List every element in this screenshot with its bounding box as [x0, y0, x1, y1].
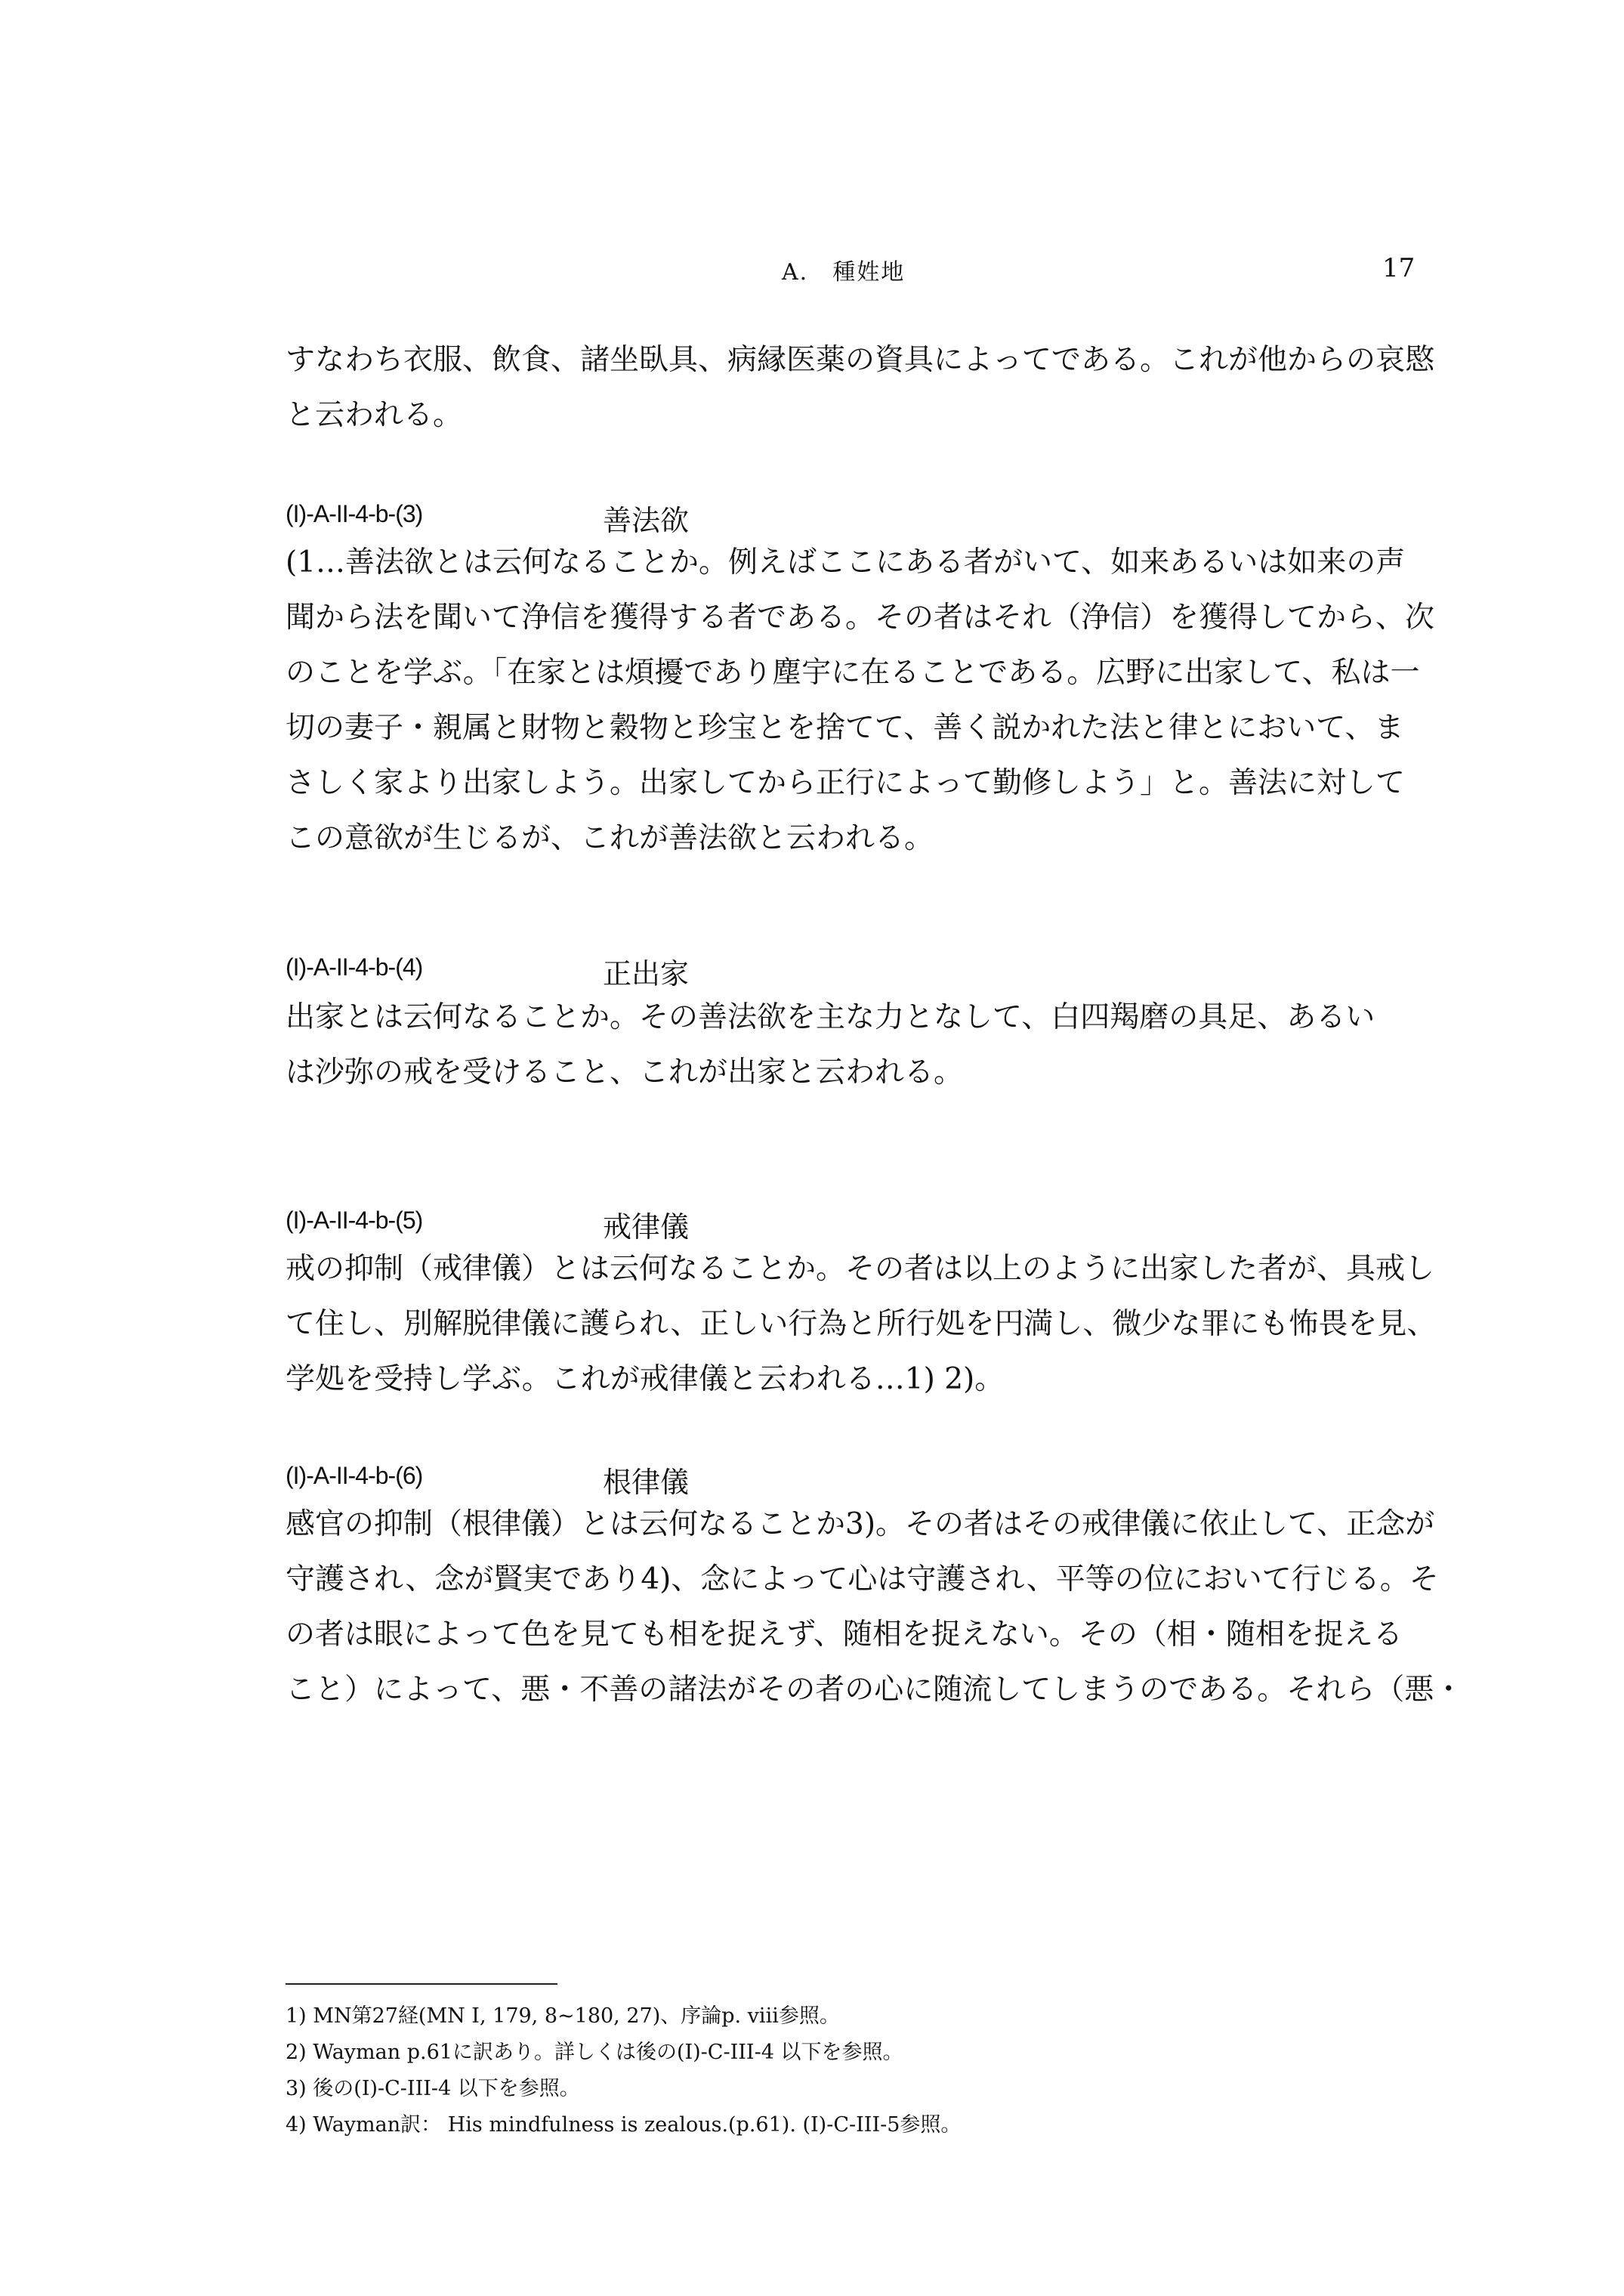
- section-heading: [286, 1462, 690, 1499]
- running-head: A. 種姓地: [782, 259, 906, 286]
- text-line: (1…善法欲とは云何なることか。例えばここにある者がいて、如来あるいは如来の声: [286, 545, 1406, 579]
- intro-paragraph: [286, 332, 1464, 443]
- page-number: 17: [1382, 253, 1416, 283]
- text-line: は沙弥の戒を受けること、これが出家と云われる。: [286, 1055, 964, 1089]
- section-code: (I)-A-II-4-b-(4): [286, 953, 423, 981]
- section-paragraph: [286, 1241, 1464, 1407]
- section-heading: [286, 1207, 690, 1244]
- text-line: この意欲が生じるが、これが善法欲と云われる。: [286, 821, 934, 855]
- text-line: の者は眼によって色を見ても相を捉えず、随相を捉えない。その（相・随相を捉える: [286, 1618, 1403, 1652]
- section-paragraph: [286, 990, 1464, 1100]
- section-paragraph: [286, 1497, 1464, 1717]
- section-code: (I)-A-II-4-b-(6): [286, 1462, 423, 1489]
- text-line: て住し、別解脱律儀に護られ、正しい行為と所行処を円満し、微少な罪にも怖畏を見、: [286, 1307, 1437, 1341]
- text-line: こと）によって、悪・不善の諸法がその者の心に随流してしまうのである。それら（悪・: [286, 1673, 1464, 1707]
- section-paragraph: [286, 535, 1464, 866]
- section-heading: [286, 953, 690, 990]
- footnote: 4) Wayman訳： His mindfulness is zealous.(p.61). (I)-C-III-5参照。: [286, 2113, 962, 2137]
- footnote-divider: [286, 1983, 557, 1985]
- text-line: のことを学ぶ。「在家とは煩擾であり塵宇に在ることである。広野に出家して、私は一: [286, 656, 1420, 690]
- text-line: と云われる。: [286, 398, 463, 432]
- text-line: 出家とは云何なることか。その善法欲を主な力となして、白四羯磨の具足、あるい: [286, 1000, 1375, 1034]
- footnote: 3) 後の(I)-C-III-4 以下を参照。: [286, 2077, 580, 2100]
- text-line: 戒の抑制（戒律儀）とは云何なることか。その者は以上のように出家した者が、具戒し: [286, 1252, 1435, 1286]
- footnote: 2) Wayman p.61に訳あり。詳しくは後の(I)-C-III-4 以下を参照。: [286, 2041, 903, 2064]
- text-line: 聞から法を聞いて浄信を獲得する者である。その者はそれ（浄信）を獲得してから、次: [286, 601, 1435, 635]
- section-title: 正出家: [603, 957, 690, 990]
- text-line: 切の妻子・親属と財物と穀物と珍宝とを捨てて、善く説かれた法と律とにおいて、ま: [286, 711, 1404, 745]
- section-title: 戒律儀: [603, 1210, 690, 1244]
- section-heading: [286, 500, 690, 537]
- text-line: 感官の抑制（根律儀）とは云何なることか3)。その者はその戒律儀に依止して、正念が: [286, 1507, 1435, 1541]
- section-title: 善法欲: [603, 504, 690, 537]
- text-line: 守護され、念が賢実であり4)、念によって心は守護され、平等の位において行じる。そ: [286, 1562, 1439, 1596]
- footnotes: [286, 1998, 961, 2143]
- section-code: (I)-A-II-4-b-(5): [286, 1207, 423, 1234]
- text-line: さしく家より出家しよう。出家してから正行によって勤修しよう」と。善法に対して: [286, 766, 1406, 800]
- footnote: 1) MN第27経(MN I, 179, 8~180, 27)、序論p. viii参照。: [286, 2004, 840, 2028]
- section-code: (I)-A-II-4-b-(3): [286, 500, 423, 527]
- section-title: 根律儀: [603, 1466, 690, 1499]
- text-line: 学処を受持し学ぶ。これが戒律儀と云われる…1) 2)。: [286, 1362, 1005, 1396]
- text-line: すなわち衣服、飲食、諸坐臥具、病縁医薬の資具によってである。これが他からの哀愍: [286, 343, 1435, 377]
